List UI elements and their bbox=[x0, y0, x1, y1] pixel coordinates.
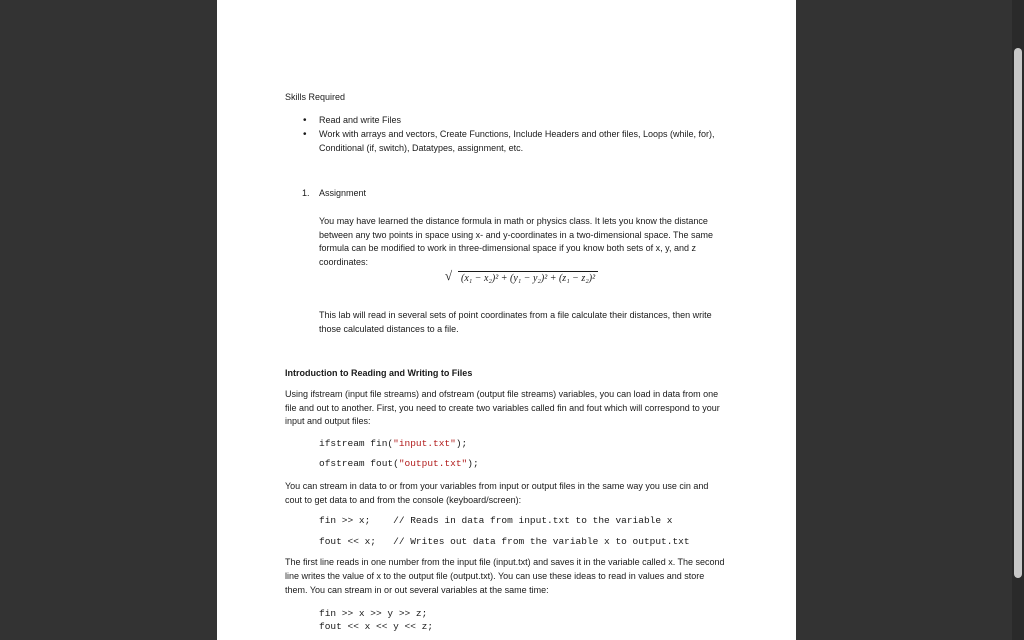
code-ifstream bbox=[285, 437, 725, 451]
code-string: "output.txt" bbox=[398, 457, 468, 469]
formula-expression: (x₁ − x₂)² + (y₁ − y₂)² + (z₁ − z₂)² bbox=[458, 271, 598, 286]
code-ofstream bbox=[285, 457, 725, 471]
vertical-scrollbar[interactable] bbox=[1012, 0, 1024, 640]
skill-text: Read and write Files bbox=[319, 114, 402, 125]
skill-text: Work with arrays and vectors, Create Functions, Include Headers and other files, Loops (while, for), Conditional (if, switch), Datatypes, assignment, etc. bbox=[319, 129, 715, 153]
document-content bbox=[285, 91, 725, 633]
code-multi-out: fout << x << y << z; bbox=[319, 621, 434, 633]
lab-paragraph: This lab will read in several sets of point coordinates from a file calculate their distances, then write those calculated distances to a file. bbox=[319, 310, 712, 334]
intro-paragraph: Using ifstream (input file streams) and ofstream (output file streams) variables, you can load in data from one file and out to another. First, you need to create two variables called fin and fout which will correspond to your input and output files: bbox=[285, 389, 720, 427]
distance-formula bbox=[285, 268, 725, 293]
code-multi-in: fin >> x >> y >> z; bbox=[319, 608, 428, 620]
code-text: ); bbox=[455, 437, 468, 449]
code-text: ofstream fout( bbox=[319, 457, 399, 469]
document-page bbox=[217, 0, 796, 640]
list-item bbox=[285, 114, 725, 128]
list-item bbox=[285, 128, 725, 155]
skills-list bbox=[285, 114, 725, 156]
code-text: ifstream fin( bbox=[319, 437, 394, 449]
intro-heading: Introduction to Reading and Writing to Files bbox=[285, 367, 473, 378]
assignment-paragraph: You may have learned the distance formula in math or physics class. It lets you know the distance between any two points in space using x- and y-coordinates in a two-dimensional space. The same formula can be modified to work in three-dimensional space if you know both sets of x, y, and z coordinates: bbox=[319, 215, 714, 267]
code-text: ); bbox=[467, 457, 479, 469]
code-read: fin >> x; // Reads in data from input.txt to the variable x bbox=[319, 515, 673, 527]
stream-paragraph: You can stream in data to or from your variables from input or output files in the same way you use cin and cout to get data to and from the console (keyboard/screen): bbox=[285, 481, 709, 505]
skills-heading: Skills Required bbox=[285, 92, 346, 102]
assignment-number: 1. bbox=[302, 188, 310, 199]
radical-sign: √ bbox=[445, 268, 453, 284]
code-write: fout << x; // Writes out data from the variable x to output.txt bbox=[319, 535, 690, 547]
bullet-icon: • bbox=[303, 114, 307, 126]
scrollbar-thumb[interactable] bbox=[1014, 48, 1022, 578]
code-string: "input.txt" bbox=[393, 437, 456, 449]
assignment-title: Assignment bbox=[319, 188, 367, 199]
assignment-heading bbox=[285, 187, 725, 201]
bullet-icon: • bbox=[303, 129, 307, 141]
first-line-paragraph: The first line reads in one number from the input file (input.txt) and saves it in the variable called x. The second line writes the value of x to the output file (output.txt). You can use these ideas to read in values and store them. You can stream in or out several variables at the same time: bbox=[285, 557, 725, 595]
